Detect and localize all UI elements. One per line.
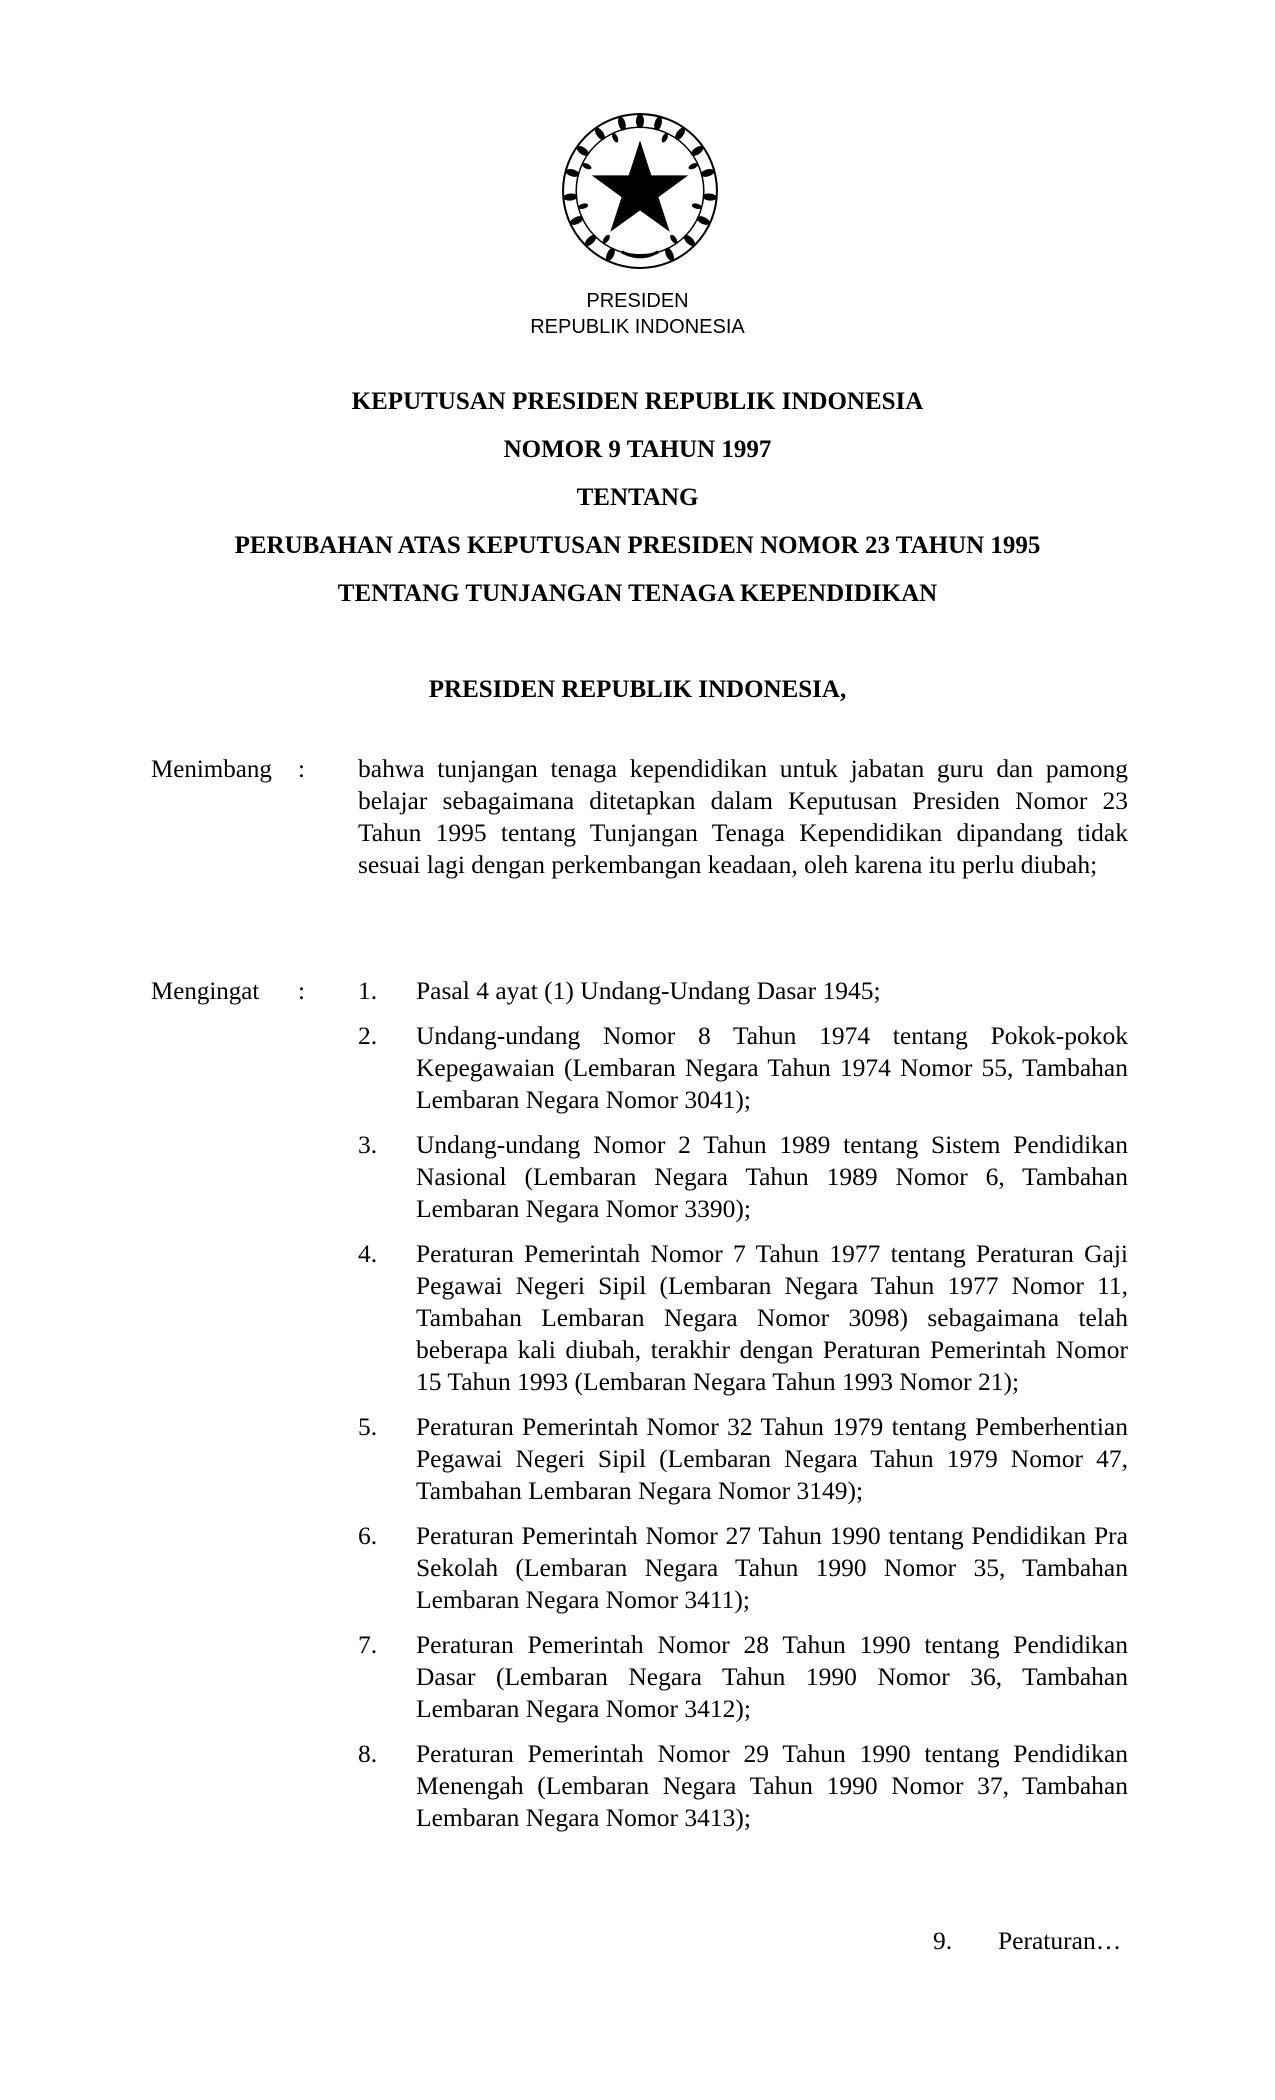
- list-item-text: Peraturan Pemerintah Nomor 29 Tahun 1990 tentang Pendidikan Menengah (Lembaran Negara Tahun 1990 Nomor 37, Tambahan Lembaran Negara Nomor 3413);: [416, 1739, 1128, 1832]
- list-item-text: Pasal 4 ayat (1) Undang-Undang Dasar 1945;: [416, 976, 881, 1005]
- mengingat-label: Mengingat: [151, 978, 260, 1005]
- list-item-number: 8.: [358, 1739, 378, 1768]
- list-item-text: Peraturan Pemerintah Nomor 7 Tahun 1977 tentang Peraturan Gaji Pegawai Negeri Sipil (Lembaran Negara Tahun 1977 Nomor 11, Tambahan Lembaran Negara Nomor 3098) sebagaimana telah beberapa kali diubah, terakhir dengan Peraturan Pemerintah Nomor 15 Tahun 1993 (Lembaran Negara Tahun 1993 Nomor 21);: [416, 1239, 1128, 1396]
- list-item-number: 5.: [358, 1412, 378, 1441]
- title-tentang: TENTANG: [576, 484, 699, 511]
- opening-line: PRESIDEN REPUBLIK INDONESIA,: [428, 676, 847, 703]
- menimbang-colon: :: [298, 756, 305, 783]
- list-item-number: 7.: [358, 1630, 378, 1659]
- list-item-text: Peraturan Pemerintah Nomor 28 Tahun 1990 tentang Pendidikan Dasar (Lembaran Negara Tahun 1990 Nomor 36, Tambahan Lembaran Negara Nomor 3412);: [416, 1630, 1128, 1723]
- list-item-number: 1.: [358, 976, 378, 1005]
- list-item: [358, 1129, 1128, 1225]
- institution-line-presiden: PRESIDEN: [586, 290, 689, 312]
- continuation-number: 9.: [933, 1926, 953, 1955]
- list-item-number: 2.: [358, 1021, 378, 1050]
- list-item: [358, 1020, 1128, 1116]
- institution-line-republik: REPUBLIK INDONESIA: [530, 316, 745, 338]
- menimbang-text: bahwa tunjangan tenaga kependidikan untuk jabatan guru dan pamong belajar sebagaimana ditetapkan dalam Keputusan Presiden Nomor 23 Tahun 1995 tentang Tunjangan Tenaga Kependidikan dipandang tidak sesuai lagi dengan perkembangan keadaan, oleh karena itu perlu diubah;: [358, 754, 1128, 879]
- document-subject-cont: TENTANG TUNJANGAN TENAGA KEPENDIDIKAN: [337, 580, 938, 607]
- list-item-text: Undang-undang Nomor 8 Tahun 1974 tentang Pokok-pokok Kepegawaian (Lembaran Negara Tahun 1974 Nomor 55, Tambahan Lembaran Negara Nomor 3041);: [416, 1021, 1128, 1114]
- list-item: [358, 1238, 1128, 1398]
- document-number: NOMOR 9 TAHUN 1997: [503, 436, 772, 463]
- list-item-number: 4.: [358, 1239, 378, 1268]
- list-item-text: Undang-undang Nomor 2 Tahun 1989 tentang Sistem Pendidikan Nasional (Lembaran Negara Tahun 1989 Nomor 6, Tambahan Lembaran Negara Nomor 3390);: [416, 1130, 1128, 1223]
- list-item-text: Peraturan Pemerintah Nomor 27 Tahun 1990 tentang Pendidikan Pra Sekolah (Lembaran Negara Tahun 1990 Nomor 35, Tambahan Lembaran Negara Nomor 3411);: [416, 1521, 1128, 1614]
- garuda-star-emblem-icon: [559, 110, 721, 272]
- list-item: [358, 975, 1128, 1007]
- list-item: [358, 1411, 1128, 1507]
- mengingat-colon: :: [298, 978, 305, 1005]
- list-item: [358, 1738, 1128, 1834]
- mengingat-list: [358, 975, 1128, 1847]
- menimbang-label: Menimbang: [151, 756, 272, 783]
- list-item: [358, 1629, 1128, 1725]
- continuation-text: Peraturan…: [998, 1926, 1122, 1955]
- document-title: KEPUTUSAN PRESIDEN REPUBLIK INDONESIA: [351, 388, 924, 415]
- list-item-text: Peraturan Pemerintah Nomor 32 Tahun 1979 tentang Pemberhentian Pegawai Negeri Sipil (Lembaran Negara Tahun 1979 Nomor 47, Tambahan Lembaran Negara Nomor 3149);: [416, 1412, 1128, 1505]
- list-item-number: 6.: [358, 1521, 378, 1550]
- document-subject: PERUBAHAN ATAS KEPUTUSAN PRESIDEN NOMOR 23 TAHUN 1995: [234, 532, 1041, 559]
- list-item-number: 3.: [358, 1130, 378, 1159]
- list-item: [358, 1520, 1128, 1616]
